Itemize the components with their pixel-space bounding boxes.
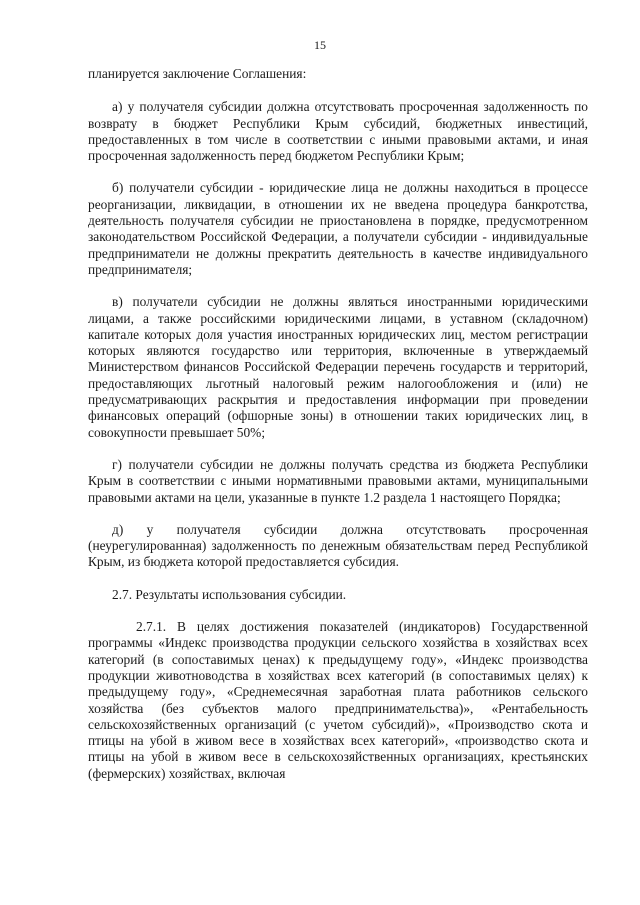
paragraph-item-a: а) у получателя субсидии должна отсутствовать просроченная задолженность по возврату в бюджет Республики Крым субсидий, бюджетных инвестиций, предоставленных в том числе в соответствии с иными правовыми актами, и иная просроченная задолженность перед бюджетом Республики Крым; <box>88 99 588 164</box>
paragraph-item-v: в) получатели субсидии не должны являться иностранными юридическими лицами, а также российскими юридическими лицами, в уставном (складочном) капитале которых доля участия иностранных юридических лиц, местом регистрации которых являются государство или территория, включенные в утверждаемый Министерством финансов Российской Федерации перечень государств и территорий, предоставляющих льготный налоговый режим налогообложения и (или) не предусматривающих раскрытия и предоставления информации при проведении финансовых операций (офшорные зоны) в отношении таких юридических лиц, в совокупности превышает 50%; <box>88 294 588 440</box>
document-body <box>88 66 588 782</box>
paragraph-item-b: б) получатели субсидии - юридические лица не должны находиться в процессе реорганизации, ликвидации, в отношении их не введена процедура банкротства, деятельность получателя субсидии не приостановлена в порядке, предусмотренном законодательством Российской Федерации, а получатели субсидии - индивидуальные предприниматели не должны прекратить деятельность в качестве индивидуального предпринимателя; <box>88 180 588 277</box>
paragraph-intro: планируется заключение Соглашения: <box>88 66 307 81</box>
page-number: 15 <box>314 38 326 52</box>
paragraph-item-g: г) получатели субсидии не должны получать средства из бюджета Республики Крым в соответствии с иными нормативными правовыми актами, муниципальными правовыми актами на цели, указанные в пункте 1.2 раздела 1 настоящего Порядка; <box>88 456 588 505</box>
paragraph-2-7-1: 2.7.1. В целях достижения показателей (индикаторов) Государственной программы «Индекс производства продукции сельского хозяйства в хозяйствах всех категорий (в сопоставимых ценах) к предыдущему году», «Индекс производства продукции животноводства в хозяйствах всех категорий (в сопоставимых целях) к предыдущему году», «Среднемесячная заработная плата работников сельского хозяйства (без субъектов малого предпринимательства)», «Рентабельность сельскохозяйственных организаций (с учетом субсидий)», «Производство скота и птицы на убой в живом весе в хозяйствах всех категорий», «производство скота и птицы на убой в живом весе в сельскохозяйственных организациях, крестьянских (фермерских) хозяйствах, включая <box>88 619 588 781</box>
paragraph-item-d: д) у получателя субсидии должна отсутствовать просроченная (неурегулированная) задолженность по денежным обязательствам перед Республикой Крым, из бюджета которой предоставляется субсидия. <box>88 521 588 570</box>
section-heading-2-7: 2.7. Результаты использования субсидии. <box>112 586 347 602</box>
